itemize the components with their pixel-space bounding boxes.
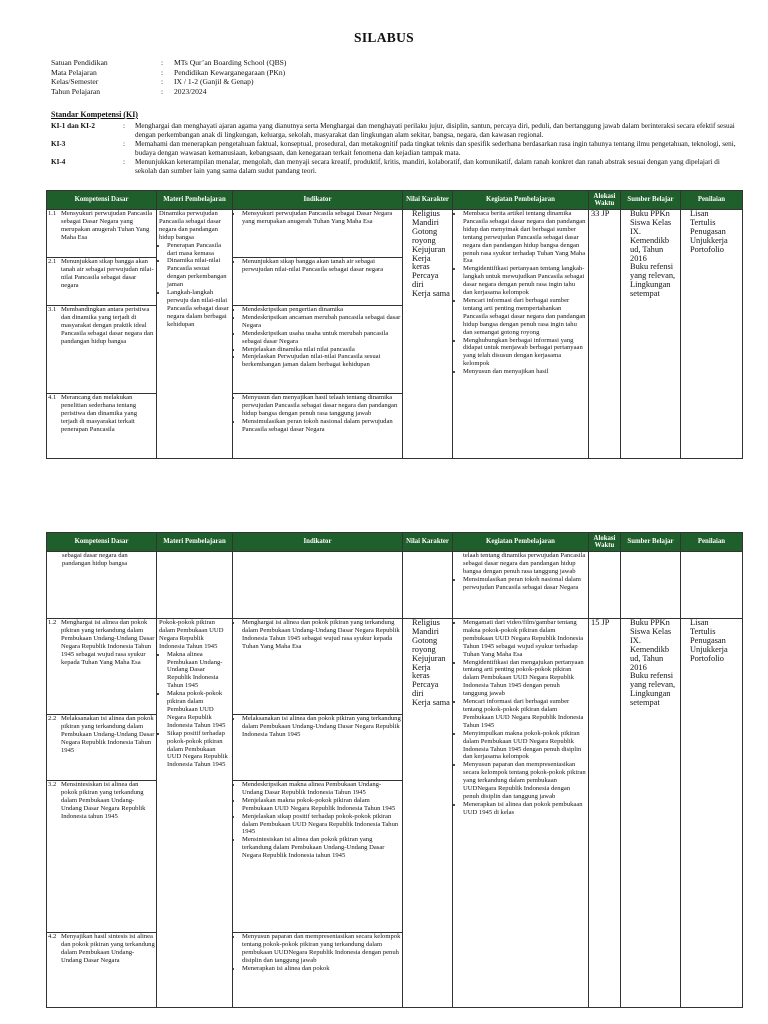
meta-row: Kelas/Semester : IX / 1-2 (Ganjil & Genap)	[51, 77, 254, 87]
list-item: • Unjukkerja	[690, 646, 740, 655]
materi-list	[159, 242, 230, 329]
header-nilai: Nilai Karakter	[403, 191, 453, 210]
meta-row: Satuan Pendidikan : MTs Qur’an Boarding School (QBS)	[51, 58, 287, 67]
kd-item: 2.1 Menunjukkan sikap bangga akan tanah air sebagai perwujudan nilai-nilai Pancasila sebagai dasar negara	[47, 258, 156, 306]
list-item: • Penugasan	[690, 228, 740, 237]
meta-label: Kelas/Semester	[51, 77, 99, 87]
list-item: • Tertulis	[690, 219, 740, 228]
kd-item: 4.1 Merancang dan melakukan penelitian sederhana tentang peristiwa dan dinamika yang terjadi di masyarakat terkait penerapan Pancasila	[48, 394, 137, 433]
ki-label: KI-3	[51, 140, 66, 149]
list-item: • Gotong royong	[412, 228, 450, 246]
list-item: • Kerja keras	[412, 664, 450, 682]
meta-label: Satuan Pendidikan	[51, 58, 108, 67]
table-row	[47, 210, 743, 459]
header-materi: Materi Pembelajaran	[157, 191, 233, 210]
indikator-group: • Melaksanakan isi alinea dan pokok pikiran yang terkandung dalam Pembukaan Undang-Undang Dasar Negara Republik Indonesia Tahun 1945	[233, 715, 402, 781]
list-item: • Menerapkan isi alinea dan pokok pembukaan UUD 1945 di kelas	[463, 801, 586, 817]
nilai-cell-cont	[403, 552, 453, 619]
nilai-cell	[403, 619, 453, 1008]
ki-text: Memahami dan menerapkan pengetahuan faktual, konseptual, prosedural, dan metakognitif pada tingkat teknis dan spesifik sederhana berdasarkan rasa ingin tahunya tentang ilmu pengetahuan, teknologi, seni, budaya dengan wawasan kemanusiaan, kebangsaan, dan kenegaraan terkait fenomena dan kejadian tampak mata.	[135, 140, 736, 157]
header-sumber: Sumber Belajar	[621, 191, 681, 210]
list-item: • Gotong royong	[412, 637, 450, 655]
list-item: • Menghubungkan berbagai informasi yang didapat untuk menjawab berbagai pertanyaan yang telah disusun dengan kerjasama kelompok	[463, 337, 586, 369]
list-item: • Mengidentifikasi dan mengajukan pertanyaan tentang arti penting pokok-pokok pikiran dalam Pembukaan UUD Negara Republik Indonesia Tahun 1945 dengan penuh tanggung jawab	[463, 659, 586, 699]
list-item: • Membaca berita artikel tentang dinamika Pancasila sebagai dasar negara dan pandangan hidup dan menyimak dari berbagai sumber tentang perwujudan Pancasila sebagai dasar negara dan pandangan hidup bangsa dengan penuh rasa syukur terhadap Tuhan Yang Maha Esa	[463, 210, 586, 265]
header-kompetensi: Kompetensi Dasar	[47, 191, 157, 210]
list-item: • Kejujuran	[412, 246, 450, 255]
meta-value: IX / 1-2 (Ganjil & Genap)	[174, 77, 254, 87]
list-item: • Lisan	[690, 619, 740, 628]
alokasi-cell-cont	[589, 552, 621, 619]
materi-list	[159, 651, 230, 770]
indikator-group: • Mendeskripsikan makna alinea Pembukaan Undang-Undang Dasar Republik Indonesia Tahun 1945 • Menjelaskan makna pokok-pokok pikiran dalam Pembukaan UUD Negara Republik Indonesia Tahun 1945 • Menjelaskan sikap positif terhadap pokok-pokok pikiran dalam Pembukaan UUD Negara Republik Indonesia Tahun 1945 • Mensintesiskan isi alinea dan pokok pikiran yang terkandung dalam Pembukaan Undang-Undang Dasar Negara Republik Indonesia tahun 1945	[233, 781, 402, 933]
list-item: • Mandiri	[412, 628, 450, 637]
kd-cell	[47, 210, 157, 459]
list-item: • Makna alinea Pembukaan Undang-Undang Dasar Republik Indonesia Tahun 1945	[167, 651, 230, 691]
ki-row: KI-1 dan KI-2 : Menghargai dan menghayati ajaran agama yang dianutnya serta Menghargai dan menghayati perilaku jujur, disiplin, santun, percaya diri, peduli, dan bertanggung jawab dalam berinteraksi secara efektif sesuai dengan perkembangan anak di lingkungan, keluarga, sekolah, masyarakat dan lingkungan alam sekitar, bangsa, negara, dan kawasan regional.	[51, 122, 741, 139]
penilaian-cell	[681, 619, 743, 1008]
list-item: • Lingkungan setempat	[630, 281, 678, 299]
indikator-cell	[233, 210, 403, 459]
list-item: • Penugasan	[690, 637, 740, 646]
list-item: • Buku PPKn Siswa Kelas IX. Kemendikb ud, Tahun 2016	[630, 619, 678, 672]
list-item: • Penerapan Pancasila dari masa kemasa	[167, 242, 230, 258]
list-item: • Dinamika nilai-nilai Pancasila sesuai dengan perkembangan jaman	[167, 257, 230, 289]
meta-row: Mata Pelajaran : Pendidikan Kewarganegaraan (PKn)	[51, 67, 286, 77]
kd-item: 3.1 Membandingkan antara peristiwa dan dinamika yang terjadi di masyarakat dengan praktik ideal Pancasila sebagai dasar negara dan pandangan hidup bangsa	[47, 306, 156, 394]
penilaian-cell	[681, 210, 743, 459]
alokasi-cell: 15 JP	[589, 619, 621, 1008]
syllabus-table-1	[46, 190, 743, 459]
meta-value: Pendidikan Kewarganegaraan (PKn)	[174, 67, 286, 77]
list-item: • Religius	[412, 210, 450, 219]
kd-item: 2.2 Melaksanakan isi alinea dan pokok pikiran yang terkandung dalam Pembukaan Undang-Undang Dasar Negara Republik Indonesia Tahun 1945	[47, 715, 156, 781]
identity-block	[51, 58, 286, 96]
header-kegiatan: Kegiatan Pembelajaran	[453, 533, 589, 552]
ki-heading: Standar Kompetensi (KI)	[51, 110, 138, 119]
list-item: • Buku refensi yang relevan,	[630, 263, 678, 281]
indikator-group: • Mendeskripsikan pengertian dinamika • Mendeskripsikan ancaman merubah pancasila sebagai dasar Negara • Mendeskripsikan usaha usaha untuk merubah pancasila sebagai dasar Negara • Menjelaskan dinamika nilai nilai pancasila • Menjelaskan Perwujudan nilai-nilai Pancasila sesuai berkembangan jaman dalam berbagai kehidupan	[233, 306, 402, 394]
indikator-group: • Mensyukuri perwujudan Pancasila sebagai Dasar Negara yang merupakan anugerah Tuhan Yang Maha Esa	[233, 210, 402, 258]
list-item: • Menyimpulkan makna pokok-pokok pikiran dalam Pembukaan UUD Negara Republik Indonesia Tahun 1945 dengan penuh disiplin dan kerjasama kelompok	[463, 730, 586, 762]
kegiatan-cell	[453, 619, 589, 1008]
list-item: • Langkah-langkah perwuju dan nilai-nilai Pancasila sebagai dasar negara dalam berbagai kehidupan	[167, 289, 230, 329]
indikator-group: • Menyusun dan menyajikan hasil telaah tentang dinamika perwujudan Pancasila sebagai dasar negara dan pandangan hidup bangsa dengan penuh rasa tanggung jawab • Mensimulasikan peran tokoh nasional dalam perwujudan Pancasila sebagai dasar Negara	[233, 394, 402, 458]
kegiatan-cell	[453, 210, 589, 459]
list-item: • Kerja sama	[412, 699, 450, 708]
list-item: • Lisan	[690, 210, 740, 219]
kd-item: 1.1 Mensyukuri perwujudan Pancasila sebagai Dasar Negara yang merupakan anugerah Tuhan Yang Maha Esa	[47, 210, 156, 258]
list-item: • Portofolio	[690, 246, 740, 255]
header-indikator: Indikator	[233, 533, 403, 552]
table-header-row	[47, 191, 743, 210]
list-item: • Mencari informasi dari berbagai sumber tentang pokok-pokok pikiran dalam Pembukaan UUD Negara Republik Indonesia Tahun 1945	[463, 698, 586, 730]
table-header-row	[47, 533, 743, 552]
sumber-cell	[621, 619, 681, 1008]
kegiatan-cell-cont: telaah tentang dinamika perwujudan Pancasila sebagai dasar negara dan pandangan hidup bangsa dengan penuh rasa tanggung jawab • Mensimulasikan peran tokoh nasional dalam perwujudan Pancasila sebagai dasar Negara	[453, 552, 589, 619]
list-item: • Menyusun dan menyajikan hasil	[463, 368, 586, 376]
kd-item: 3.2 Mensintesiskan isi alinea dan pokok pikiran yang terkandung dalam Pembukaan Undang-Undang Dasar Negara Republik Indonesia tahun 1945	[47, 781, 156, 933]
header-kompetensi: Kompetensi Dasar	[47, 533, 157, 552]
materi-cell	[157, 210, 233, 459]
materi-intro: Dinamika perwujudan Pancasila sebagai dasar negara dan pandangan hidup bangsa	[159, 210, 221, 241]
header-kegiatan: Kegiatan Pembelajaran	[453, 191, 589, 210]
indikator-cell-cont	[233, 552, 403, 619]
ki-label: KI-1 dan KI-2	[51, 122, 95, 130]
header-penilaian: Penilaian	[681, 191, 743, 210]
sumber-cell-cont	[621, 552, 681, 619]
list-item: • Makna pokok-pokok pikiran dalam Pembukaan UUD Negara Republik Indonesia Tahun 1945	[167, 690, 230, 730]
sumber-cell	[621, 210, 681, 459]
document-title: SILABUS	[354, 30, 414, 45]
ki-row: KI-3 : Memahami dan menerapkan pengetahuan faktual, konseptual, prosedural, dan metakognitif pada tingkat teknis dan spesifik sederhana berdasarkan rasa ingin tahunya tentang ilmu pengetahuan, teknologi, seni, budaya dengan wawasan kemanusiaan, kebangsaan, dan kenegaraan terkait fenomena dan kejadian tampak mata.	[51, 140, 741, 157]
page-2	[0, 522, 768, 1024]
list-item: • Buku PPKn Siswa Kelas IX. Kemendikb ud, Tahun 2016	[630, 210, 678, 263]
header-sumber: Sumber Belajar	[621, 533, 681, 552]
ki-label: KI-4	[51, 158, 66, 167]
page-1	[0, 0, 768, 510]
list-item: • Percaya diri	[412, 272, 450, 290]
indikator-group: • Menghargai isi alinea dan pokok pikiran yang terkandung dalam Pembukaan Undang-Undang Dasar Negara Republik Indonesia Tahun 1945 sebagai wujud rasa syukur kepada Tuhan Yang Maha Esa	[233, 619, 402, 715]
meta-label: Tahun Pelajaran	[51, 86, 101, 96]
materi-cell-cont	[157, 552, 233, 619]
syllabus-table-2	[46, 532, 743, 1008]
kd-item: 1.2 Menghargai isi alinea dan pokok pikiran yang terkandung dalam Pembukaan Undang-Undang Dasar Negara Republik Indonesia Tahun 1945 sebagai wujud rasa syukur kepada Tuhan Yang Maha Esa	[47, 619, 156, 715]
list-item: • Kejujuran	[412, 655, 450, 664]
nilai-cell	[403, 210, 453, 459]
kd-item: 4.2 Menyajikan hasil sintesis isi alinea dan pokok pikiran yang terkandung dalam Pembukaan Undang-Undang Dasar Negara	[48, 933, 155, 964]
kd-cell-cont: sebagai dasar negara dan pandangan hidup bangsa	[47, 552, 157, 619]
list-item: • Portofolio	[690, 655, 740, 664]
meta-value: MTs Qur’an Boarding School (QBS)	[174, 58, 287, 67]
list-item: • Kerja sama	[412, 290, 450, 299]
list-item: • Tertulis	[690, 628, 740, 637]
list-item: • Lingkungan setempat	[630, 690, 678, 708]
list-item: • Sikap positif terhadap pokok-pokok pikiran dalam Pembukaan UUD Negara Republik Indonesia Tahun 1945	[167, 730, 230, 770]
header-alokasi: Alokasi Waktu	[589, 191, 621, 210]
meta-row: Tahun Pelajaran : 2023/2024	[51, 86, 207, 96]
list-item: • Mengidentifikasi pertanyaan tentang langkah-langkah untuk mewujudkan Pancasila sebagai dasar negara dengan penuh rasa ingin tahu dan kerjasama kelompok	[463, 265, 586, 297]
materi-intro: Pokok-pokok pikiran dalam Pembukaan UUD Negara Republik Indonesia Tahun 1945	[159, 619, 224, 650]
penilaian-cell-cont	[681, 552, 743, 619]
list-item: • Mandiri	[412, 219, 450, 228]
list-item: • Kerja keras	[412, 255, 450, 273]
header-nilai: Nilai Karakter	[403, 533, 453, 552]
indikator-group: • Menyusun paparan dan mempresentasikan secara kelompok tentang pokok-pokok pikiran yang terkandung dalam pembukaan UUDNegara Republik Indonesia dengan penuh disiplin dan tanggung jawab • Menerapkan isi alinea dan pokok	[233, 933, 402, 1007]
list-item: • Percaya diri	[412, 681, 450, 699]
ki-row: KI-4 : Menunjukkan keterampilan menalar, mengolah, dan menyaji secara kreatif, produktif, kritis, mandiri, kolaboratif, dan komunikatif, dalam ranah konkret dan ranah abstrak sesuai dengan yang dipelajari di sekolah dan sumber lain yang sama dalam sudut pandang teori.	[51, 158, 741, 175]
header-alokasi: Alokasi Waktu	[589, 533, 621, 552]
ki-text: Menunjukkan keterampilan menalar, mengolah, dan menyaji secara kreatif, produktif, kritis, mandiri, kolaboratif, dan komunikatif, dalam ranah konkret dan ranah abstrak sesuai dengan yang dipelajari di sekolah dan sumber lain yang sama dalam sudut pandang teori.	[135, 158, 720, 175]
table-row	[47, 552, 743, 619]
ki-list	[51, 122, 741, 177]
meta-label: Mata Pelajaran	[51, 67, 97, 77]
list-item: • Mencari informasi dari berbagai sumber tentang arti penting mempertahankan Pancasila sebagai dasar negara dan pandangan hidup bangsa dengan penuh rasa ingin tahu dan semangat gotong royong	[463, 297, 586, 337]
list-item: • Religius	[412, 619, 450, 628]
header-materi: Materi Pembelajaran	[157, 533, 233, 552]
table-row	[47, 619, 743, 1008]
ki-text: Menghargai dan menghayati ajaran agama yang dianutnya serta Menghargai dan menghayati perilaku jujur, disiplin, santun, percaya diri, peduli, dan bertanggung jawab dalam berinteraksi secara efektif sesuai dengan perkembangan anak di lingkungan, keluarga, sekolah, masyarakat dan lingkungan alam sekitar, bangsa, negara, dan kawasan regional.	[135, 122, 735, 139]
list-item: • Mengamati dari video/film/gambar tentang makna pokok-pokok pikiran dalam pembukaan UUD Negara Republik Indonesia Tahun 1945 sebagai wujud syukur terhadap Tuhan Yang Maha Esa	[463, 619, 586, 659]
kd-cell	[47, 619, 157, 1008]
list-item: • Buku refensi yang relevan,	[630, 672, 678, 690]
indikator-group: • Menunjukkan sikap bangga akan tanah air sebagai perwujudan nilai-nilai Pancasila sebagai dasar negara	[233, 258, 402, 306]
alokasi-cell: 33 JP	[589, 210, 621, 459]
list-item: • Menyusun paparan dan mempresentasikan secara kelompok tentang pokok-pokok pikiran yang terkandung dalam pembukaan UUDNegara Republik Indonesia dengan penuh disiplin dan tanggung jawab	[463, 761, 586, 801]
indikator-cell	[233, 619, 403, 1008]
meta-value: 2023/2024	[174, 86, 207, 96]
header-penilaian: Penilaian	[681, 533, 743, 552]
materi-cell	[157, 619, 233, 1008]
list-item: • Unjukkerja	[690, 237, 740, 246]
header-indikator: Indikator	[233, 191, 403, 210]
